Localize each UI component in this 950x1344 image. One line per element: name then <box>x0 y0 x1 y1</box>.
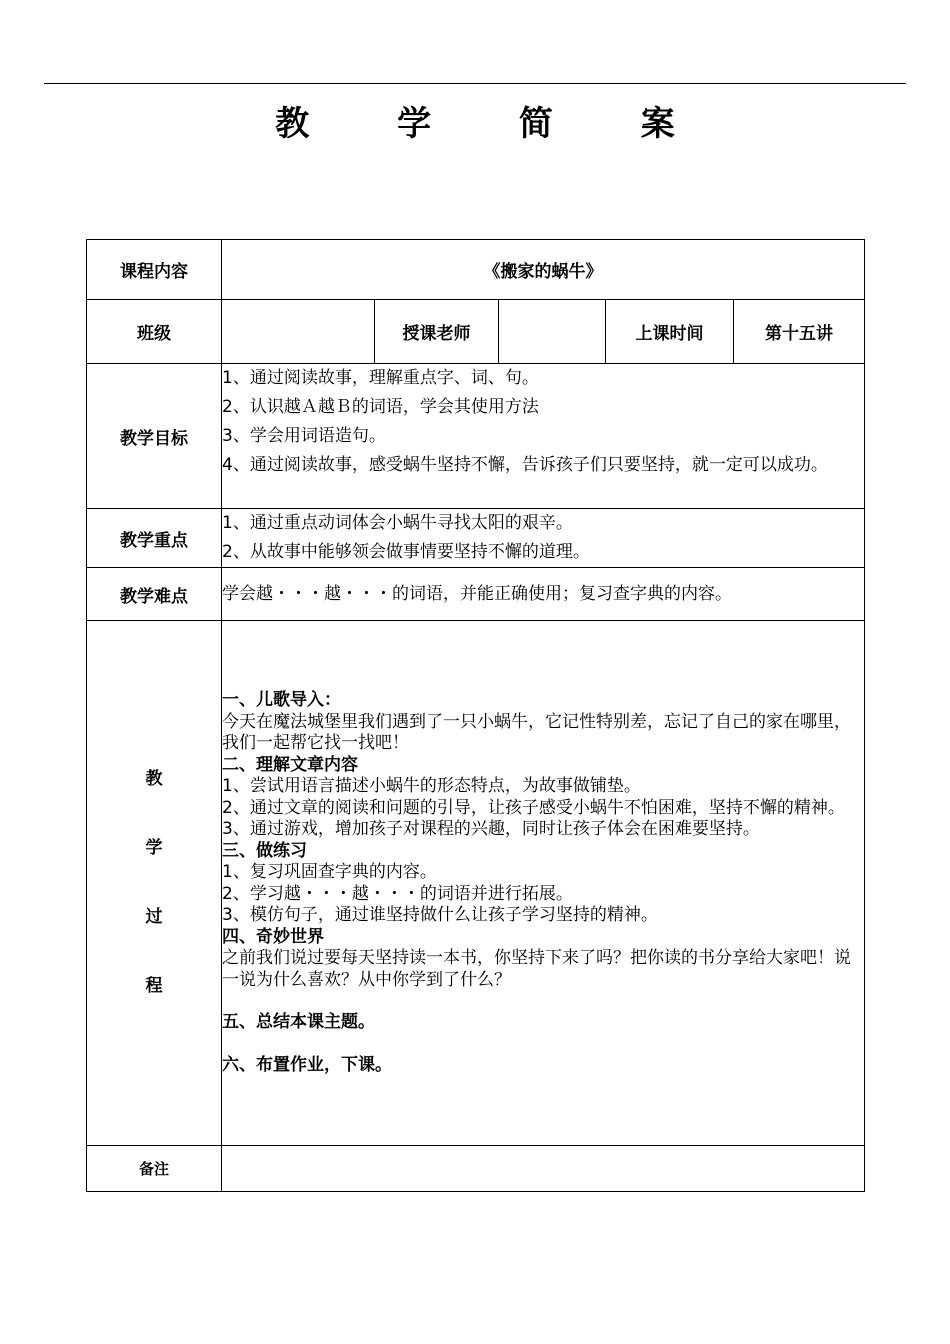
process-label <box>87 621 222 1146</box>
lecture-number: 第十五讲 <box>734 300 865 364</box>
time-label: 上课时间 <box>606 300 734 364</box>
section-heading: 五、总结本课主题。 <box>222 1012 375 1032</box>
key-points-row <box>87 509 865 568</box>
section-item: 2、通过文章的阅读和问题的引导，让孩子感受小蜗牛不怕困难，坚持不懈的精神。 <box>222 797 845 818</box>
goals-content <box>222 364 865 509</box>
section-text: 今天在魔法城堡里我们遇到了一只小蜗牛，它记性特别差，忘记了自己的家在哪里，我们一起帮它找一找吧！ <box>222 711 851 753</box>
teacher-label: 授课老师 <box>375 300 499 364</box>
course-label: 课程内容 <box>87 240 222 300</box>
class-value <box>222 300 375 364</box>
difficulties-row <box>87 568 865 621</box>
header-rule <box>44 83 906 84</box>
process-label-char: 教 <box>145 769 163 789</box>
course-title: 《搬家的蜗牛》 <box>222 240 865 300</box>
process-label-char: 过 <box>145 907 163 927</box>
goal-item: 4、通过阅读故事，感受蜗牛坚持不懈，告诉孩子们只要坚持，就一定可以成功。 <box>222 455 828 475</box>
key-point-item: 2、从故事中能够领会做事情要坚持不懈的道理。 <box>222 542 590 562</box>
section-item: 3、模仿句子，通过谁坚持做什么让孩子学习坚持的精神。 <box>222 905 658 925</box>
section-heading: 六、布置作业，下课。 <box>222 1054 392 1075</box>
spacer <box>222 991 864 1012</box>
document-title: 教 学 简 案 <box>275 104 713 144</box>
remarks-row <box>87 1146 865 1192</box>
process-content <box>222 621 865 1146</box>
section-item: 1、尝试用语言描述小蜗牛的形态特点，为故事做铺垫。 <box>222 776 641 796</box>
section-heading: 四、奇妙世界 <box>222 926 324 947</box>
goals-label: 教学目标 <box>87 364 222 509</box>
info-row <box>87 300 865 364</box>
section-heading: 一、儿歌导入： <box>222 690 341 710</box>
goal-item: 3、学会用词语造句。 <box>222 426 386 446</box>
goal-item: 2、认识越Ａ越Ｂ的词语，学会其使用方法 <box>222 397 539 417</box>
key-point-item: 1、通过重点动词体会小蜗牛寻找太阳的艰辛。 <box>222 513 573 533</box>
section-item: 2、学习越・・・越・・・的词语并进行拓展。 <box>222 883 573 904</box>
course-row <box>87 240 865 300</box>
key-points-content <box>222 509 865 568</box>
spacer <box>222 1034 864 1055</box>
process-label-char: 程 <box>145 976 163 996</box>
difficulties-content: 学会越・・・越・・・的词语，并能正确使用；复习查字典的内容。 <box>222 568 865 621</box>
lesson-plan-table <box>86 239 865 1192</box>
section-item: 1、复习巩固查字典的内容。 <box>222 862 437 882</box>
class-label: 班级 <box>87 300 222 364</box>
difficulties-label: 教学难点 <box>87 568 222 621</box>
section-heading: 三、做练习 <box>222 840 307 861</box>
process-row <box>87 621 865 1146</box>
remarks-value <box>222 1146 865 1192</box>
section-heading: 二、理解文章内容 <box>222 754 358 775</box>
section-item: 3、通过游戏，增加孩子对课程的兴趣，同时让孩子体会在困难要坚持。 <box>222 819 760 839</box>
teacher-value <box>499 300 606 364</box>
goal-item: 1、通过阅读故事，理解重点字、词、句。 <box>222 368 539 388</box>
remarks-label: 备注 <box>87 1146 222 1192</box>
goals-row <box>87 364 865 509</box>
section-text: 之前我们说过要每天坚持读一本书，你坚持下来了吗？把你读的书分享给大家吧！说一说为什么喜欢？从中你学到了什么？ <box>222 948 851 990</box>
key-points-label: 教学重点 <box>87 509 222 568</box>
process-label-char: 学 <box>145 838 163 858</box>
